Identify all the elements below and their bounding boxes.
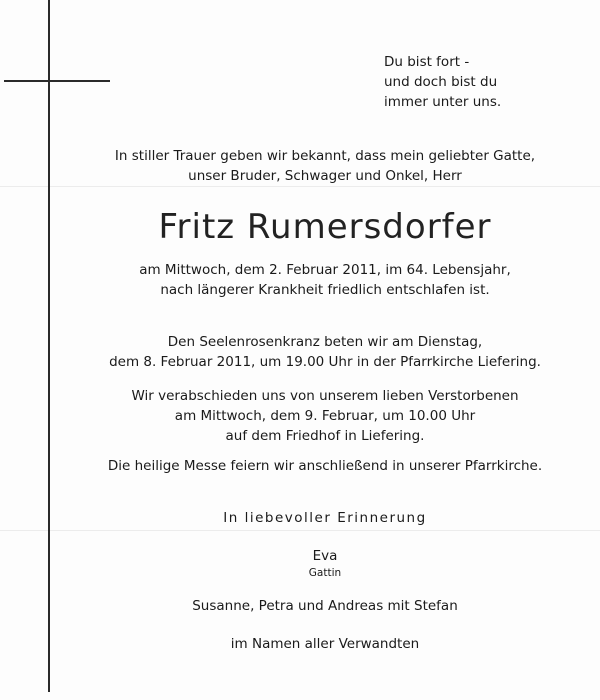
- mass-line: Die heilige Messe feiern wir anschließend in unserer Pfarrkirche.: [107, 458, 543, 474]
- burial-line: am Mittwoch, dem 9. Februar, um 10.00 Uhr: [174, 408, 476, 424]
- announcement: [50, 146, 600, 186]
- family-names: Susanne, Petra und Andreas mit Stefan: [192, 598, 458, 614]
- cross-icon-horizontal: [4, 80, 110, 82]
- memory-text: In liebevoller Erinnerung: [223, 510, 427, 526]
- motto-line: immer unter uns.: [384, 94, 502, 110]
- motto: [384, 52, 584, 112]
- rosary-line: dem 8. Februar 2011, um 19.00 Uhr in der Pfarrkirche Liefering.: [109, 354, 541, 370]
- motto-line: Du bist fort -: [384, 54, 470, 70]
- relatives-note: [50, 634, 600, 654]
- rosary-notice: [50, 332, 600, 372]
- mass-notice: [50, 456, 600, 476]
- rosary-line: Den Seelenrosenkranz beten wir am Dienstag,: [167, 334, 483, 350]
- mourner-family: [50, 596, 600, 616]
- announcement-line: In stiller Trauer geben wir bekannt, dass mein geliebter Gatte,: [114, 148, 536, 164]
- mourner-spouse: [50, 546, 600, 580]
- spouse-role: Gattin: [308, 567, 342, 579]
- relatives-text: im Namen aller Verwandten: [230, 636, 420, 652]
- death-notice-line: am Mittwoch, dem 2. Februar 2011, im 64. Lebensjahr,: [139, 262, 511, 278]
- fold-line: [0, 530, 600, 531]
- burial-notice: [50, 386, 600, 446]
- death-notice: [50, 260, 600, 300]
- announcement-line: unser Bruder, Schwager und Onkel, Herr: [188, 168, 462, 184]
- spouse-name: Eva: [312, 548, 338, 564]
- memory-heading: [50, 508, 600, 528]
- deceased-name: Fritz Rumersdorfer: [158, 207, 492, 247]
- death-notice-line: nach längerer Krankheit friedlich entschlafen ist.: [160, 282, 490, 298]
- fold-line: [0, 186, 600, 187]
- burial-line: auf dem Friedhof in Liefering.: [225, 428, 425, 444]
- burial-line: Wir verabschieden uns von unserem lieben Verstorbenen: [131, 388, 519, 404]
- motto-line: und doch bist du: [384, 74, 498, 90]
